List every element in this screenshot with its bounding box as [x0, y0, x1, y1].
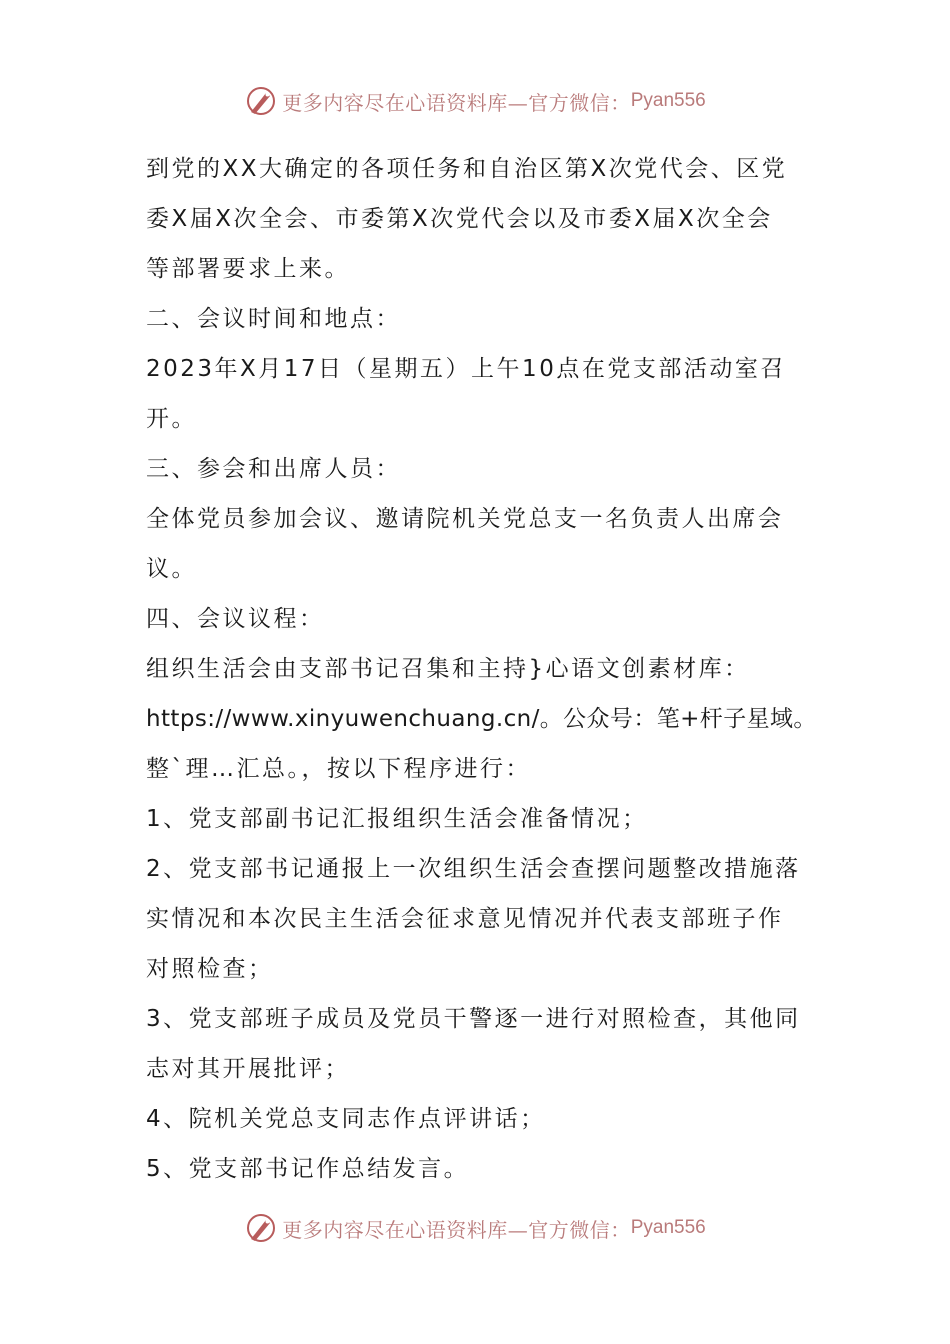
body-line: 整`理…汇总。，按以下程序进行：: [146, 756, 531, 782]
watermark-text: 更多内容尽在心语资料库—官方微信：: [282, 1217, 631, 1242]
body-line: 2023年X月17日（星期五）上午10点在党支部活动室召: [146, 356, 786, 382]
body-line: 议。: [146, 556, 197, 582]
watermark-wechat-id: Pyan556: [630, 1217, 706, 1238]
agenda-item-1: 1、党支部副书记汇报组织生活会准备情况；: [146, 806, 648, 832]
agenda-item-3: 3、党支部班子成员及党员干警逐一进行对照检查，其他同: [146, 1006, 801, 1032]
footer-watermark: [0, 1211, 950, 1245]
body-line: 全体党员参加会议、邀请院机关党总支一名负责人出席会: [146, 506, 784, 532]
body-line: 开。: [146, 406, 197, 432]
section-heading-time-place: 二、会议时间和地点：: [146, 306, 401, 332]
agenda-item-5: 5、党支部书记作总结发言。: [146, 1156, 470, 1182]
body-line: 到党的XX大确定的各项任务和自治区第X次党代会、区党: [146, 156, 788, 182]
agenda-item-2: 2、党支部书记通报上一次组织生活会查摆问题整改措施落: [146, 856, 801, 882]
pen-nib-circle-icon: [244, 84, 278, 118]
body-line: 志对其开展批评；: [146, 1056, 350, 1082]
watermark-text: 更多内容尽在心语资料库—官方微信：: [282, 90, 631, 115]
body-line: 实情况和本次民主生活会征求意见情况并代表支部班子作: [146, 906, 784, 932]
section-heading-agenda: 四、会议议程：: [146, 606, 325, 632]
body-line: 对照检查；: [146, 956, 274, 982]
body-line-url: https://www.xinyuwenchuang.cn/。公众号：笔+杆子星域。: [146, 706, 817, 732]
body-line: 等部署要求上来。: [146, 256, 350, 282]
section-heading-attendees: 三、参会和出席人员：: [146, 456, 401, 482]
watermark-wechat-id: Pyan556: [630, 90, 706, 111]
body-line: 委X届X次全会、市委第X次党代会以及市委X届X次全会: [146, 206, 773, 232]
agenda-item-4: 4、院机关党总支同志作点评讲话；: [146, 1106, 546, 1132]
document-body: [146, 144, 817, 1194]
pen-nib-circle-icon: [244, 1211, 278, 1245]
body-line: 组织生活会由支部书记召集和主持}心语文创素材库：: [146, 656, 750, 682]
header-watermark: [0, 84, 950, 118]
